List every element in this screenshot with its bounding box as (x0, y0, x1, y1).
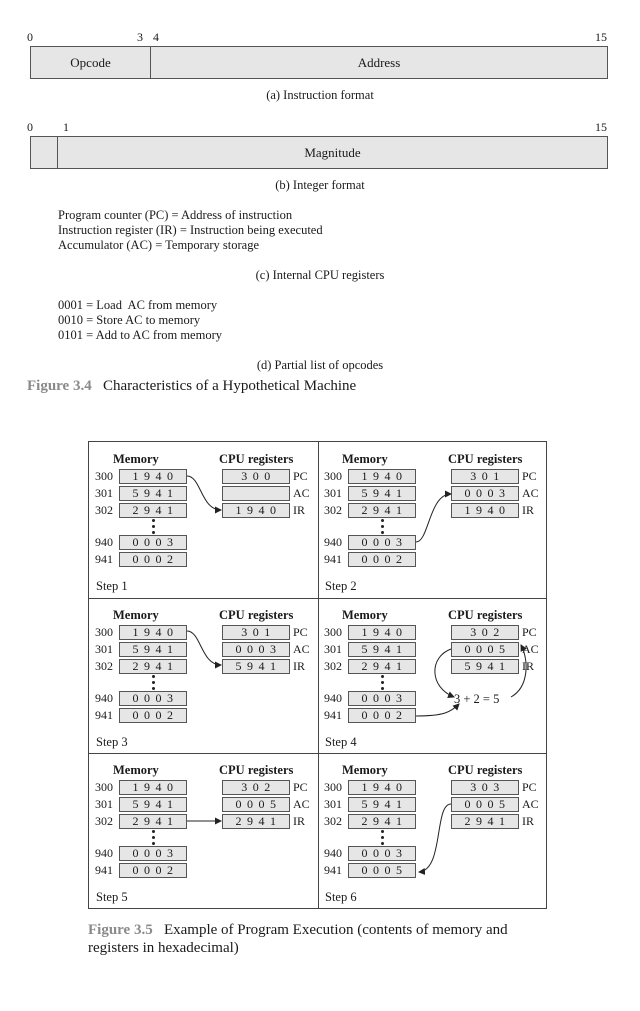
step-label: Step 5 (96, 890, 128, 904)
register-pc: 301 (222, 625, 290, 640)
register-pc: 302 (222, 780, 290, 795)
memory-address: 301 (95, 797, 113, 811)
memory-cell: 2941 (348, 659, 416, 674)
memory-address: 300 (324, 780, 342, 794)
step-label: Step 1 (96, 579, 128, 593)
cpu-registers-header: CPU registers (448, 452, 523, 466)
magnitude-field: Magnitude (304, 144, 361, 160)
bit-3-label: 3 (137, 30, 143, 44)
memory-address: 301 (324, 641, 342, 656)
memory-address: 302 (95, 658, 113, 673)
memory-header: Memory (342, 763, 388, 777)
register-pc: 300 (222, 469, 290, 484)
memory-address: 300 (324, 469, 342, 483)
memory-cell: 2941 (119, 814, 187, 829)
memory-cell: 5941 (119, 642, 187, 657)
memory-address: 941 (324, 707, 342, 722)
opcode-line-store: 0010 = Store AC to memory (58, 313, 201, 327)
sign-field (31, 137, 58, 168)
bit-4-label: 4 (153, 30, 159, 44)
register-ir: 5941 (451, 659, 519, 674)
instruction-format-caption: (a) Instruction format (266, 88, 374, 102)
register-ir: 2941 (222, 814, 290, 829)
opcodes-caption: (d) Partial list of opcodes (256, 358, 384, 372)
memory-address: 302 (324, 658, 342, 673)
register-label: PC (293, 780, 308, 794)
register-ir: 1940 (451, 503, 519, 518)
opcode-field: Opcode (31, 47, 151, 78)
step-label: Step 6 (325, 890, 357, 904)
memory-address: 940 (324, 846, 342, 860)
register-label: PC (522, 780, 537, 794)
arrow-step2-load (416, 494, 451, 542)
memory-cell: 5941 (348, 797, 416, 812)
register-ac: 0005 (451, 797, 519, 812)
memory-cell: 0002 (119, 708, 187, 723)
register-ac: 0005 (222, 797, 290, 812)
memory-cell: 1940 (119, 625, 187, 640)
memory-address: 302 (95, 814, 113, 828)
arrow-step4-sum-to-ac (511, 645, 526, 697)
memory-address: 300 (95, 780, 113, 794)
memory-cell: 2941 (348, 503, 416, 518)
memory-cell: 2941 (119, 503, 187, 518)
memory-address: 300 (324, 624, 342, 639)
cpu-registers-header: CPU registers (219, 607, 294, 622)
memory-cell: 1940 (348, 625, 416, 640)
arrow-step4-mem-to-sum (416, 704, 459, 716)
memory-header: Memory (113, 607, 159, 622)
int-bit-15-label: 15 (595, 120, 607, 134)
register-label: PC (522, 624, 537, 639)
memory-cell: 0002 (119, 552, 187, 567)
data-flow-arrows (89, 442, 548, 910)
register-pc: 303 (451, 780, 519, 795)
memory-address: 301 (95, 486, 113, 500)
step-label: Step 3 (96, 734, 128, 749)
memory-address: 302 (324, 503, 342, 517)
address-field: Address (357, 54, 401, 70)
integer-format-box (30, 136, 608, 169)
memory-cell: 5941 (119, 486, 187, 501)
memory-cell: 2941 (119, 659, 187, 674)
memory-address: 941 (324, 863, 342, 877)
register-pc: 302 (451, 625, 519, 640)
memory-cell: 0003 (119, 846, 187, 861)
register-label: IR (293, 503, 305, 517)
int-bit-0-label: 0 (27, 120, 33, 134)
program-execution-diagram (88, 441, 547, 909)
memory-address: 941 (324, 552, 342, 566)
integer-format-caption: (b) Integer format (275, 178, 365, 192)
register-label: AC (293, 797, 310, 811)
cpu-registers-header: CPU registers (219, 452, 294, 466)
step-label: Step 4 (325, 734, 357, 749)
registers-caption: (c) Internal CPU registers (255, 268, 385, 282)
memory-cell: 0003 (348, 535, 416, 550)
memory-cell: 0002 (348, 708, 416, 723)
register-label: AC (293, 486, 310, 500)
memory-cell: 5941 (348, 486, 416, 501)
memory-address: 940 (95, 846, 113, 860)
memory-cell: 1940 (119, 780, 187, 795)
cpu-registers-header: CPU registers (219, 763, 294, 777)
register-line-pc: Program counter (PC) = Address of instruction (58, 208, 293, 222)
register-label: IR (293, 658, 305, 673)
memory-address: 302 (324, 814, 342, 828)
bit-0-label: 0 (27, 30, 33, 44)
memory-cell: 0003 (348, 691, 416, 706)
memory-address: 301 (95, 641, 113, 656)
memory-cell: 2941 (348, 814, 416, 829)
memory-address: 302 (95, 503, 113, 517)
register-label: IR (522, 503, 534, 517)
arrow-step1-fetch (187, 476, 221, 510)
cpu-registers-header: CPU registers (448, 763, 523, 777)
register-label: AC (522, 641, 539, 656)
register-label: PC (293, 624, 308, 639)
addition-note: 3 + 2 = 5 (454, 692, 500, 706)
memory-cell: 0003 (119, 691, 187, 706)
opcode-line-load: 0001 = Load AC from memory (58, 298, 218, 312)
register-label: PC (522, 469, 537, 483)
int-bit-1-label: 1 (63, 120, 69, 134)
arrow-step4-ac-to-sum (435, 649, 454, 697)
step-label: Step 2 (325, 579, 357, 593)
register-label: AC (522, 486, 539, 500)
memory-cell: 0005 (348, 863, 416, 878)
figure-3-5-caption (88, 921, 508, 957)
memory-cell: 0003 (119, 535, 187, 550)
register-label: AC (293, 641, 310, 656)
instruction-format-box (30, 46, 608, 79)
register-ac: 0003 (222, 642, 290, 657)
bit-15-label: 15 (595, 30, 607, 44)
memory-cell: 0003 (348, 846, 416, 861)
memory-header: Memory (342, 607, 388, 622)
register-line-ir: Instruction register (IR) = Instruction being executed (58, 223, 323, 237)
figure-3-5-label: Figure 3.5 (88, 922, 153, 938)
memory-address: 300 (95, 624, 113, 639)
memory-cell: 1940 (119, 469, 187, 484)
register-ac: 0003 (451, 486, 519, 501)
memory-address: 940 (95, 690, 113, 705)
register-label: IR (293, 814, 305, 828)
arrow-step3-fetch (187, 631, 221, 665)
register-pc: 301 (451, 469, 519, 484)
memory-address: 940 (324, 535, 342, 549)
opcode-line-add: 0101 = Add to AC from memory (58, 328, 222, 342)
memory-cell: 5941 (348, 642, 416, 657)
memory-address: 941 (95, 863, 113, 877)
memory-cell: 1940 (348, 469, 416, 484)
memory-address: 940 (324, 690, 342, 705)
register-label: IR (522, 658, 534, 673)
memory-cell: 0002 (348, 552, 416, 567)
memory-address: 941 (95, 552, 113, 566)
register-label: AC (522, 797, 539, 811)
memory-address: 301 (324, 797, 342, 811)
memory-address: 940 (95, 535, 113, 549)
memory-cell: 0002 (119, 863, 187, 878)
register-label: IR (522, 814, 534, 828)
register-ir: 1940 (222, 503, 290, 518)
figure-3-5-title-line1: Example of Program Execution (contents of memory and (163, 922, 508, 938)
memory-cell: 1940 (348, 780, 416, 795)
memory-cell: 5941 (119, 797, 187, 812)
memory-address: 300 (95, 469, 113, 483)
register-ac: 0005 (451, 642, 519, 657)
memory-address: 301 (324, 486, 342, 500)
figure-3-4-title: Characteristics of a Hypothetical Machine (102, 378, 357, 394)
arrow-step6-store (419, 804, 451, 872)
register-line-ac: Accumulator (AC) = Temporary storage (58, 238, 260, 252)
register-ir: 2941 (451, 814, 519, 829)
cpu-registers-header: CPU registers (448, 607, 523, 622)
register-label: PC (293, 469, 308, 483)
memory-header: Memory (113, 452, 159, 466)
memory-address: 941 (95, 707, 113, 722)
memory-header: Memory (113, 763, 159, 777)
memory-header: Memory (342, 452, 388, 466)
figure-3-4-caption (27, 378, 356, 395)
figure-3-4-label: Figure 3.4 (27, 378, 92, 394)
register-ir: 5941 (222, 659, 290, 674)
figure-3-5-title-line2: registers in hexadecimal) (88, 940, 239, 956)
